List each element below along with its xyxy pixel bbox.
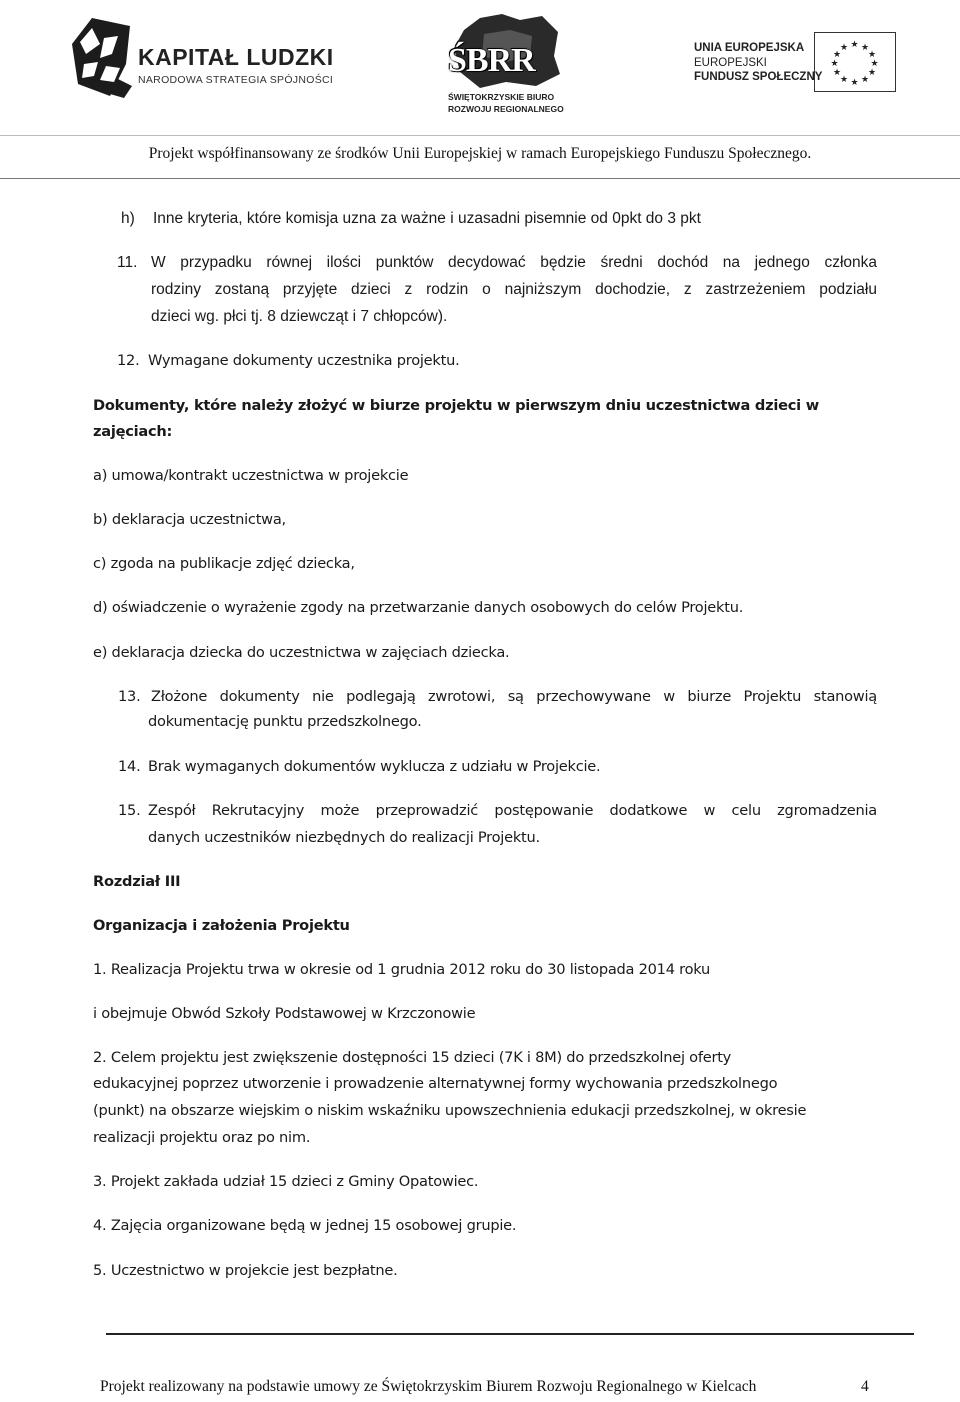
para-3: 3. Projekt zakłada udział 15 dzieci z Gminy Opatowiec. [93, 1173, 479, 1190]
page-number: 4 [861, 1378, 869, 1395]
para-2-line2: edukacyjnej poprzez utworzenie i prowadzenie alternatywnej formy wychowania przedszkolnego [93, 1075, 778, 1092]
svg-text:★: ★ [839, 43, 849, 53]
header-rule [0, 178, 960, 179]
para-2-line4: realizacji projektu oraz po nim. [93, 1129, 311, 1146]
docs-heading-line1: Dokumenty, które należy złożyć w biurze projektu w pierwszym dniu uczestnictwa dzieci w [93, 397, 819, 414]
item-12-marker: 12. [117, 352, 140, 369]
item-11-line3: dzieci wg. płci tj. 8 dziewcząt i 7 chłopców). [151, 308, 448, 325]
kapital-ludzki-logo [70, 14, 370, 104]
svg-text:★: ★ [860, 43, 870, 53]
item-11-line1: W przypadku równej ilości punktów decydować będzie średni dochód na jednego członka [151, 254, 877, 271]
cofinance-note: Projekt współfinansowany ze środków Unii Europejskiej w ramach Europejskiego Funduszu Społecznego. [148, 145, 812, 162]
svg-text:★: ★ [867, 50, 877, 60]
para-1-line2: i obejmuje Obwód Szkoły Podstawowej w Krzczonowie [93, 1005, 476, 1022]
item-11-line2: rodziny zostaną przyjęte dzieci z rodzin o najniższym dochodzie, z zastrzeżeniem podziału [151, 281, 877, 298]
item-11-marker: 11. [117, 254, 138, 271]
footer-rule [106, 1333, 914, 1335]
item-13-line2: dokumentację punktu przedszkolnego. [148, 713, 422, 730]
item-13-line1: Złożone dokumenty nie podlegają zwrotowi, są przechowywane w biurze Projektu stanowią [151, 688, 877, 705]
svg-text:★: ★ [830, 59, 839, 69]
kapital-ludzki-title: KAPITAŁ LUDZKI [138, 44, 334, 70]
svg-text:★: ★ [832, 68, 842, 78]
footer-text: Projekt realizowany na podstawie umowy ze Świętokrzyskim Biurem Rozwoju Regionalnego w Kielcach [100, 1378, 757, 1395]
item-h-marker: h) [121, 210, 135, 227]
item-14-text: Brak wymaganych dokumentów wyklucza z udziału w Projekcie. [148, 758, 601, 775]
eu-line2: EUROPEJSKI [694, 57, 767, 69]
chapter-heading: Rozdział III [93, 873, 181, 890]
eu-line3: FUNDUSZ SPOŁECZNY [694, 71, 823, 83]
eu-efs-logo [694, 30, 899, 95]
svg-text:★: ★ [839, 75, 849, 85]
para-4: 4. Zajęcia organizowane będą w jednej 15 osobowej grupie. [93, 1217, 517, 1234]
item-13-marker: 13. [118, 688, 141, 705]
doc-item-e: e) deklaracja dziecka do uczestnictwa w zajęciach dziecka. [93, 644, 510, 661]
para-5: 5. Uczestnictwo w projekcie jest bezpłatne. [93, 1262, 398, 1279]
header-divider [0, 135, 960, 136]
doc-item-d: d) oświadczenie o wyrażenie zgody na przetwarzanie danych osobowych do celów Projektu. [93, 599, 744, 616]
docs-heading-line2: zajęciach: [93, 423, 173, 440]
sbrr-logo [440, 12, 575, 116]
item-15-line1: Zespół Rekrutacyjny może przeprowadzić postępowanie dodatkowe w celu zgromadzenia [148, 802, 877, 819]
sbrr-title: ŚBRR [448, 42, 535, 79]
kapital-ludzki-emblem-icon [70, 14, 136, 104]
eu-stars-icon [815, 33, 894, 90]
para-1-line1: 1. Realizacja Projektu trwa w okresie od 1 grudnia 2012 roku do 30 listopada 2014 roku [93, 961, 711, 978]
item-15-marker: 15. [118, 802, 141, 819]
item-15-line2: danych uczestników niezbędnych do realizacji Projektu. [148, 829, 540, 846]
kapital-ludzki-subtitle: NARODOWA STRATEGIA SPÓJNOŚCI [138, 74, 334, 86]
svg-text:★: ★ [860, 75, 870, 85]
doc-item-b: b) deklaracja uczestnictwa, [93, 511, 286, 528]
svg-text:★: ★ [867, 68, 877, 78]
doc-item-a: a) umowa/kontrakt uczestnictwa w projekcie [93, 467, 409, 484]
eu-flag [814, 32, 896, 92]
item-12-text: Wymagane dokumenty uczestnika projektu. [148, 352, 460, 369]
chapter-title: Organizacja i założenia Projektu [93, 917, 350, 934]
svg-text:★: ★ [870, 59, 879, 69]
para-2-line3: (punkt) na obszarze wiejskim o niskim wskaźniku upowszechnienia edukacji przedszkolnej, w okresie [93, 1102, 807, 1119]
sbrr-subtitle-line1: ŚWIĘTOKRZYSKIE BIURO [448, 92, 555, 102]
doc-item-c: c) zgoda na publikacje zdjęć dziecka, [93, 555, 355, 572]
item-14-marker: 14. [118, 758, 141, 775]
header-logos [0, 0, 960, 135]
svg-text:★: ★ [832, 50, 842, 60]
svg-text:★: ★ [850, 40, 859, 50]
eu-line1: UNIA EUROPEJSKA [694, 42, 805, 54]
sbrr-subtitle-line2: ROZWOJU REGIONALNEGO [448, 104, 564, 114]
svg-text:★: ★ [850, 78, 859, 88]
para-2-line1: 2. Celem projektu jest zwiększenie dostępności 15 dzieci (7K i 8M) do przedszkolnej oferty [93, 1049, 732, 1066]
item-h-text: Inne kryteria, które komisja uzna za ważne i uzasadni pisemnie od 0pkt do 3 pkt [153, 210, 701, 227]
